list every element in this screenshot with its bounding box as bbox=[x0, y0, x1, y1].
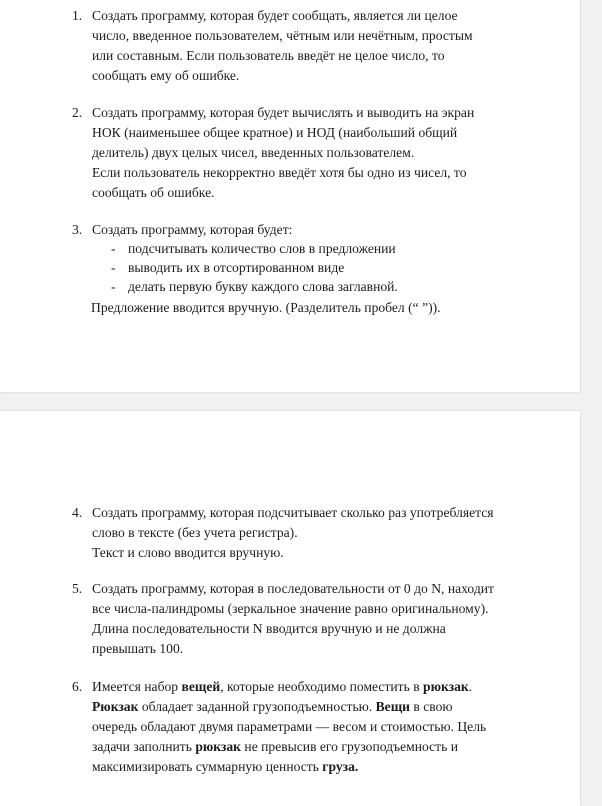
task-line: сообщать об ошибке. bbox=[92, 185, 215, 200]
bold-term: вещей bbox=[181, 679, 221, 694]
bullet-marker: - bbox=[111, 241, 116, 256]
task-line: Создать программу, которая будет сообщать, является ли целое bbox=[92, 8, 458, 23]
task-number: 5. bbox=[72, 581, 83, 596]
bold-term: Вещи bbox=[375, 699, 411, 714]
task-number: 6. bbox=[72, 679, 83, 694]
bold-term: Рюкзак bbox=[92, 699, 139, 714]
bullet-marker: - bbox=[111, 260, 116, 275]
text-run: задачи заполнить bbox=[92, 739, 196, 754]
text-run: максимизировать суммарную ценность bbox=[92, 759, 323, 774]
task-number: 2. bbox=[72, 105, 83, 120]
bullet-marker: - bbox=[111, 279, 116, 294]
text-run: очередь обладают двумя параметрами — весом и стоимостью. Цель bbox=[92, 719, 487, 734]
task-number: 3. bbox=[72, 222, 83, 237]
task-line: НОК (наименьшее общее кратное) и НОД (наибольший общий bbox=[92, 125, 458, 140]
task-line: Создать программу, которая подсчитывает сколько раз употребляется bbox=[92, 505, 494, 520]
task-line: Создать программу, которая в последовательности от 0 до N, находит bbox=[92, 581, 494, 596]
text-run: Имеется набор bbox=[92, 679, 182, 694]
text-run: . bbox=[468, 679, 473, 694]
task-line: Создать программу, которая будет: bbox=[92, 222, 293, 237]
text-run: обладает заданной грузоподъемностью. bbox=[138, 699, 376, 714]
task-number: 1. bbox=[72, 8, 83, 23]
task-line: делитель) двух целых чисел, введенных пользователем. bbox=[92, 145, 415, 160]
task-line: или составным. Если пользователь введёт не целое число, то bbox=[92, 48, 445, 63]
bullet-item: выводить их в отсортированном виде bbox=[128, 260, 345, 275]
bullet-item: подсчитывать количество слов в предложении bbox=[128, 241, 396, 256]
task-line: слово в тексте (без учета регистра). bbox=[92, 525, 298, 540]
text-run: в свою bbox=[410, 699, 453, 714]
task-line: все числа-палиндромы (зеркальное значение равно оригинальному). bbox=[92, 601, 489, 616]
task-line: сообщать ему об ошибке. bbox=[92, 68, 240, 83]
task-line bbox=[92, 677, 472, 697]
task-line: Длина последовательности N вводится вручную и не должна bbox=[92, 621, 446, 636]
task-line: Создать программу, которая будет вычислять и выводить на экран bbox=[92, 105, 475, 120]
task-line bbox=[92, 697, 453, 717]
task-line bbox=[92, 717, 486, 737]
task-number: 4. bbox=[72, 505, 83, 520]
bold-term: груза. bbox=[322, 759, 359, 774]
task-line: Если пользователь некорректно введёт хотя бы одно из чисел, то bbox=[92, 165, 467, 180]
task-note: Предложение вводится вручную. (Разделитель пробел (“ ”)). bbox=[91, 300, 441, 315]
bold-term: рюкзак bbox=[423, 679, 469, 694]
task-line bbox=[92, 737, 458, 757]
document-page-2 bbox=[0, 411, 580, 806]
document-page-1 bbox=[0, 0, 580, 392]
task-line: превышать 100. bbox=[92, 641, 184, 656]
text-run: , которые необходимо поместить в bbox=[220, 679, 424, 694]
bullet-item: делать первую букву каждого слова заглавной. bbox=[128, 279, 398, 294]
task-line: Текст и слово вводится вручную. bbox=[92, 545, 284, 560]
task-line bbox=[92, 757, 358, 777]
task-line: число, введенное пользователем, чётным или нечётным, простым bbox=[92, 28, 473, 43]
bold-term: рюкзак bbox=[195, 739, 242, 754]
text-run: не превысив его грузоподъемность и bbox=[241, 739, 458, 754]
